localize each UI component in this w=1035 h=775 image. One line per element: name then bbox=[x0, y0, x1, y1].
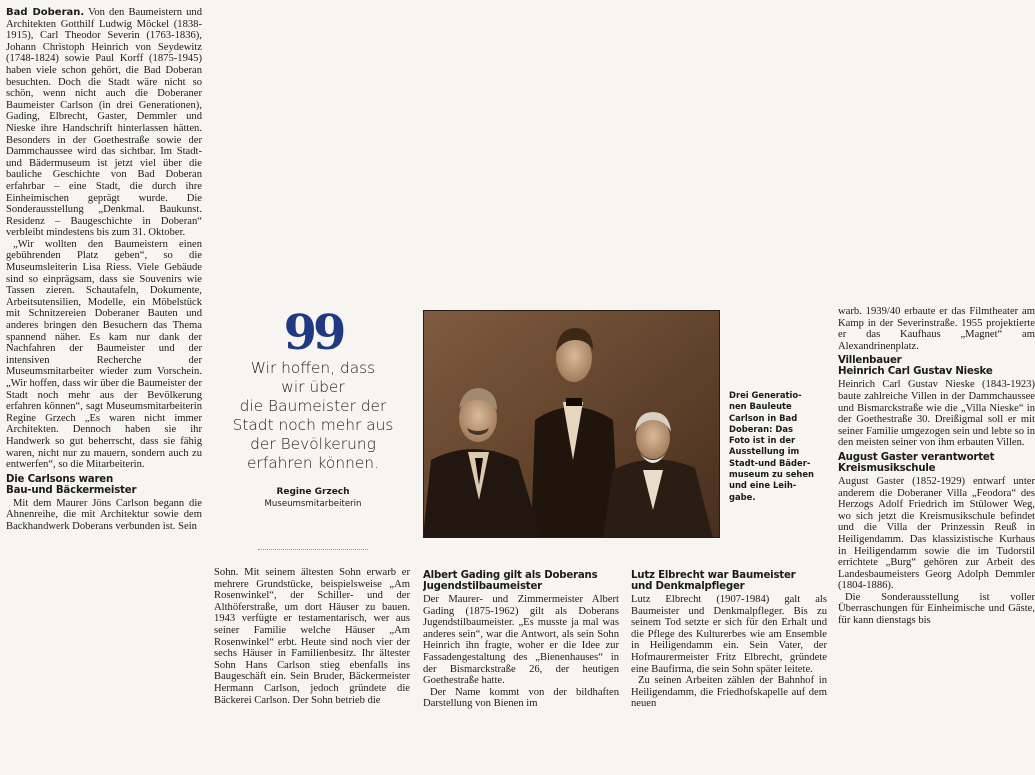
subheading: Die Carlsons waren Bau-und Bäckermeister bbox=[6, 473, 137, 496]
paragraph: Die Sonderausstellung ist voller Überraschungen für Einheimische und Gäste, für kann dienstags bis bbox=[838, 591, 1035, 627]
paragraph: Sohn. Mit seinem ältesten Sohn erwarb er mehrere Grundstücke, beispielsweise „Am Rosenwinkel“, der Schiller- und der Althöferstraße, um dort Häuser zu bauen. 1943 verfügte er testamentarisch, wer aus seiner Familie welche Häuser „Am Rosenwinkel“ erbt. Heute sind noch vier der sechs Häuser in Familienbesitz. Ihr ältester Sohn Hans Carlson stieg ebenfalls ins Baugeschäft ein. Sein Bruder, Bäckermeister Hermann Carlson, jedoch gründete die Bäckerei Carlson. Der Sohn betrieb die bbox=[214, 567, 410, 706]
photo-caption: Drei Generatio- nen Bauleute Carlson in Bad Doberan: Das Foto ist in der Ausstellung im Stadt-und Bäder- museum zu sehen und eine Leih- gabe. bbox=[729, 390, 814, 502]
paragraph: Heinrich Carl Gustav Nieske (1843-1923) baute zahlreiche Villen in der Dammchaussee und Bismarckstraße wie die „Villa Nieske“ in der Goethestraße 30. Dreißigmal soll er mit seiner Familie umgezogen sein und lebte so in den meisten seiner von ihm erbauten Villen. bbox=[838, 379, 1035, 449]
paragraph: August Gaster (1852-1929) entwarf unter anderem die Doberaner Villa „Feodora“ des Herzogs Adolf Friedrich im Stülower Weg, wo sich jetzt die Kreismusikschule befindet und die Villa der Prinzessin Reuß in Heiligendamm. Das klassizistische Kurhaus in Heiligendamm sowie die im Tudorstil errichtete „Burg“ gehören zur Arbeit des Landesbaumeisters Georg Adolph Demmler (1804-1886). bbox=[838, 475, 1035, 592]
quote-author: Regine Grzech bbox=[276, 487, 350, 497]
paragraph bbox=[6, 7, 202, 239]
paragraph: „Wir wollten den Baumeistern einen gebührenden Platz geben“, so die Museumsleiterin Lisa Riess. Viele Gebäude sind so einprägsam, dass sie Souvenirs wie Tassen zieren. Schautafeln, Dokumente, Arbeitsutensilien, Modelle, ein Möbelstück mit Schnitzereien Doberaner Bauten und anderes bringen den Besuchern das Thema spannend näher. Es kam nur dank der Nachfahren der Baumeister und der intensiven Recherche der Museumsmitarbeiter wieder zum Vorschein. „Wir hoffen, dass wir über die Baumeister der Stadt noch mehr aus der Bevölkerung erfahren können“, sagt Museumsmitarbeiterin Regine Grzech „Es waren nicht immer Architekten. Dennoch haben sie ihr Handwerk so gut beherrscht, dass sie fähig waren, nicht nur zu mauern, sondern auch zu entwerfen“, so die Mitarbeiterin. bbox=[6, 238, 202, 471]
article-column-3 bbox=[423, 567, 619, 775]
article-column-4 bbox=[631, 567, 827, 775]
subheading: Villenbauer Heinrich Carl Gustav Nieske bbox=[838, 355, 993, 378]
paragraph: Der Maurer- und Zimmermeister Albert Gading (1875-1962) gilt als Doberans Jugendstilbaumeister. „Es musste ja mal was anderes sein“, war die Antwort, als sein Sohn Heinrich ihn fragte, woher er die Idee zur Fassadengestaltung des „Bienenhauses“ in der Bismarckstraße 26, der heutigen Goethestraße hatte. bbox=[423, 594, 619, 687]
quote-mark-icon: 99 bbox=[283, 305, 343, 361]
subheading: August Gaster verantwortet Kreismusikschule bbox=[838, 451, 995, 474]
dateline: Bad Doberan. bbox=[6, 7, 85, 18]
article-column-5 bbox=[838, 306, 1035, 775]
paragraph: Lutz Elbrecht (1907-1984) galt als Baumeister und Denkmalpfleger. Bis zu seinem Tod setzte er sich für den Erhalt und die Pflege des Kulturerbes wie am Ensemble in Heiligendamm ein. Sein Vater, der Hofmaurermeister Fritz Elbrecht, gründete eine Baufirma, die sein Sohn später leitete. bbox=[631, 594, 827, 675]
article-column-2 bbox=[214, 567, 410, 775]
paragraph: Zu seinen Arbeiten zählen der Bahnhof in Heiligendamm, die Friedhofskapelle auf dem neuen bbox=[631, 675, 827, 710]
quote-author-role: Museumsmitarbeiterin bbox=[264, 499, 362, 509]
paragraph: Mit dem Maurer Jöns Carlson begann die Ahnenreihe, die mit Architektur sowie dem Backhandwerk Doberans verbunden ist. Sein bbox=[6, 497, 202, 532]
paragraph: warb. 1939/40 erbaute er das Filmtheater am Kamp in der Severinstraße. 1955 projektierte er das Kaufhaus „Magnet“ am Alexandrinenplatz. bbox=[838, 306, 1035, 352]
article-column-1 bbox=[6, 7, 202, 775]
subheading: Lutz Elbrecht war Baumeister und Denkmalpfleger bbox=[631, 570, 796, 592]
historic-photo bbox=[423, 310, 720, 538]
quote-text: Wir hoffen, dass wir über die Baumeister der Stadt noch mehr aus der Bevölkerung erfahren können. bbox=[232, 359, 394, 472]
divider bbox=[258, 549, 368, 550]
subheading: Albert Gading gilt als Doberans Jugendstilbaumeister bbox=[423, 570, 598, 592]
pull-quote bbox=[216, 305, 410, 553]
paragraph: Der Name kommt von der bildhaften Darstellung von Bienen im bbox=[423, 686, 619, 710]
paragraph-text: Von den Baumeistern und Architekten Gotthilf Ludwig Möckel (1838-1915), Carl Theodor Severin (1763-1836), Johann Christoph Heinrich von Seydewitz (1748-1824) sowie Paul Korff (1875-1945) haben viele schon gehört, die Bad Doberan besuchten. Doch die Stadt wäre nicht so schön, wenn nicht auch die Doberaner Baumeister Carlson (in drei Generationen), Gading, Elbrecht, Gaster, Demmler und Nieske ihre Handschrift hinterlassen hätten. Besonders in der Goethestraße sowie der Dammchaussee wird das sichtbar. Im Stadt-und Bädermuseum ist jetzt viel über die bauliche Geschichte von Bad Doberan erfahrbar – eine Stadt, die durch ihre Einheimischen geprägt wurde. Die Sonderausstellung „Denkmal. Baukunst. Residenz – Baugeschichte in Doberan“ verbleibt mindestens bis zum 31. Oktober. bbox=[6, 7, 202, 239]
